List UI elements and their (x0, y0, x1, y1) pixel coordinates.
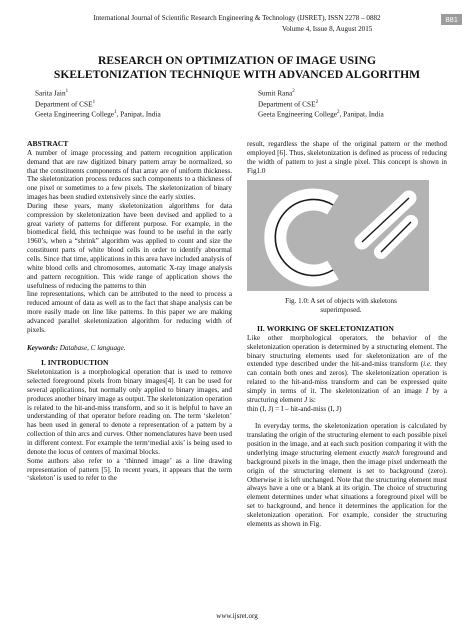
title-line-1: RESEARCH ON OPTIMIZATION OF IMAGE USING (98, 54, 376, 67)
working-p1-mid: by a structuring element (247, 386, 447, 404)
working-p2-text: In everyday terms, the skeletonization operation is calculated by translating the origin of the structuring element to each possible pixel position in the image, and at each such position comparing it with the underlying image structuring element (247, 422, 447, 457)
right-column-top (247, 140, 447, 175)
author-place: , Panipat, India (116, 109, 161, 119)
intro-paragraph-2: Some authors also refer to a ‘thinned image’ as a line drawing representation of pattern [5]. In recent years, it appears that the term ‘skeleton’ is used to refer to the (27, 456, 232, 483)
journal-header (0, 14, 474, 23)
abstract-heading: ABSTRACT (27, 139, 69, 148)
author-sup: 2 (292, 89, 295, 94)
working-p1-text: Like other morphological operators, the behavior of the skeletonization operation is determined by a structuring element. The binary structuring elements used for skeletonization are of the extended type described under the hit-and-miss transform ( (247, 333, 447, 369)
author-block-1 (35, 87, 161, 119)
abstract-paragraph-1: A number of image processing and pattern recognition application demand that are raw digitized binary pattern array be normalized, so that the constituents components of that array are of uniform thickness. The skeletonization process reduces such components to a thickness of one pixel or sometimes to a few pixels. The skeletonization of binary images has been studied extensively since the early sixties. (27, 148, 232, 202)
abstract-paragraph-3: line representations, which can be attributed to the need to process a reduced amount of data as well as to the fact that shape analysis can be more easily made on line like patterns. In this paper we are making advanced parallel skeletonization algorithm for reducing width of pixels. (27, 290, 232, 334)
title-line-2: SKELETONIZATION TECHNIQUE WITH ADVANCED ALGORITHM (53, 68, 421, 81)
abstract-paragraph-2: During these years, many skeletonization algorithms for data compression by skeletonization have been devised and applied to a great variety of patterns for different purpose. For example, in the biomedical field, this technique was found to be useful in the early 1960’s, when a “shrink” algorithm was applied to count and size the constituent parts of white blood cells in order to identify abnormal cells. Since that time, applications in this area have included analysis of white blood cells and chromosomes, automatic X-ray image analysis and pattern recognition. This wide range of application shows the usefulness of reducing the patterns to thin (27, 201, 232, 290)
working-p1-j: J (304, 395, 308, 404)
right-top-paragraph: result, regardless the shape of the original pattern or the method employed [6]. Thus, skeletonization is defined as process of reducing the width of pattern to just a single pixel. This concept is shown in Fig1.0 (247, 140, 447, 175)
working-paragraph-2 (247, 422, 447, 528)
right-column-bottom (247, 325, 447, 529)
letter-c-shape (275, 200, 333, 276)
journal-line: International Journal of Scientific Research Engineering & Technology (IJSRET), ISSN 2278 – 0882 (93, 14, 381, 22)
working-heading: II. WORKING OF SKELETONIZATION (257, 324, 394, 333)
author-place: , Panipat, India (339, 109, 384, 119)
page-number-badge: 881 (441, 14, 462, 25)
intro-paragraph-1: Skeletonization is a morphological operation that is used to remove selected foreground pixels from binary images[4]. It can be used for several applications, but normally only applied to binary images, and produces another binary image as output. The skeletonization operation is related to the hit-and-miss transform, and so it is helpful to have an understanding of that operator before reading on. The term ‘skeleton’ has been used in general to denote a representation of a pattern by a collection of thin arcs and curves. Other nomenclatures have been used in different context. For example the term‘medial axis’ is being used to denote the locus of centers of maximal blocks. (27, 368, 232, 456)
working-p1-end: is: (307, 395, 316, 404)
left-column (27, 140, 232, 483)
author-college: Geeta Engineering College (258, 109, 338, 119)
working-p1-italic: i.e. (423, 360, 432, 369)
intro-heading: I. INTRODUCTION (41, 358, 109, 368)
author-dept: Department of CSE (35, 98, 93, 108)
dept-sup: 2 (315, 99, 319, 105)
author-college: Geeta Engineering College (35, 109, 115, 119)
author-dept: Department of CSE (258, 98, 316, 108)
footer-url: www.ijsret.org (216, 612, 258, 620)
skeleton-figure-graphic (247, 180, 429, 291)
paper-title (0, 54, 474, 82)
college-sup: 2 (337, 110, 340, 116)
formula: thin (I, J) = I – hit-and-miss (I, J) (247, 404, 342, 413)
keywords-label: Keywords: (27, 343, 58, 352)
figure-caption (245, 297, 437, 314)
author-sup: 1 (65, 89, 69, 94)
working-p2-italic: exactly match (359, 448, 400, 457)
working-p1-i: I (425, 386, 429, 395)
keywords (27, 344, 232, 353)
author-block-2 (258, 87, 384, 119)
dept-sup: 1 (92, 99, 96, 105)
keywords-value: Database, C language. (57, 343, 126, 352)
working-paragraph-1 (247, 334, 447, 405)
figure-skeletons (247, 180, 429, 291)
working-p1-after: they can contain both ones and zeros). The skeletonization operation is related to the hit-and-miss transform and can be expressed quite simply in terms of it. The skeletonization of an image (247, 360, 447, 395)
caption-line-1: Fig. 1.0: A set of objects with skeletons (285, 297, 397, 305)
caption-line-2: superimposed. (320, 305, 362, 314)
working-p2-after: foreground and background pixels in the image, then the image pixel underneath the origin of the structuring element is set to background (zero). Otherwise it is left unchanged. Note that the structuring element must always have a one or a blank at its origin. The choice of structuring element determines under what situations a foreground pixel will be set to background, and hence it determines the application for the skeletonization operation. For example, consider the structuring elements as shown in Fig. (247, 448, 448, 528)
volume-line: Volume 4, Issue 8, August 2015 (282, 25, 373, 33)
author-name: Sumit Rana (258, 88, 293, 98)
college-sup: 1 (114, 110, 117, 116)
author-name: Sarita Jain (35, 88, 66, 98)
